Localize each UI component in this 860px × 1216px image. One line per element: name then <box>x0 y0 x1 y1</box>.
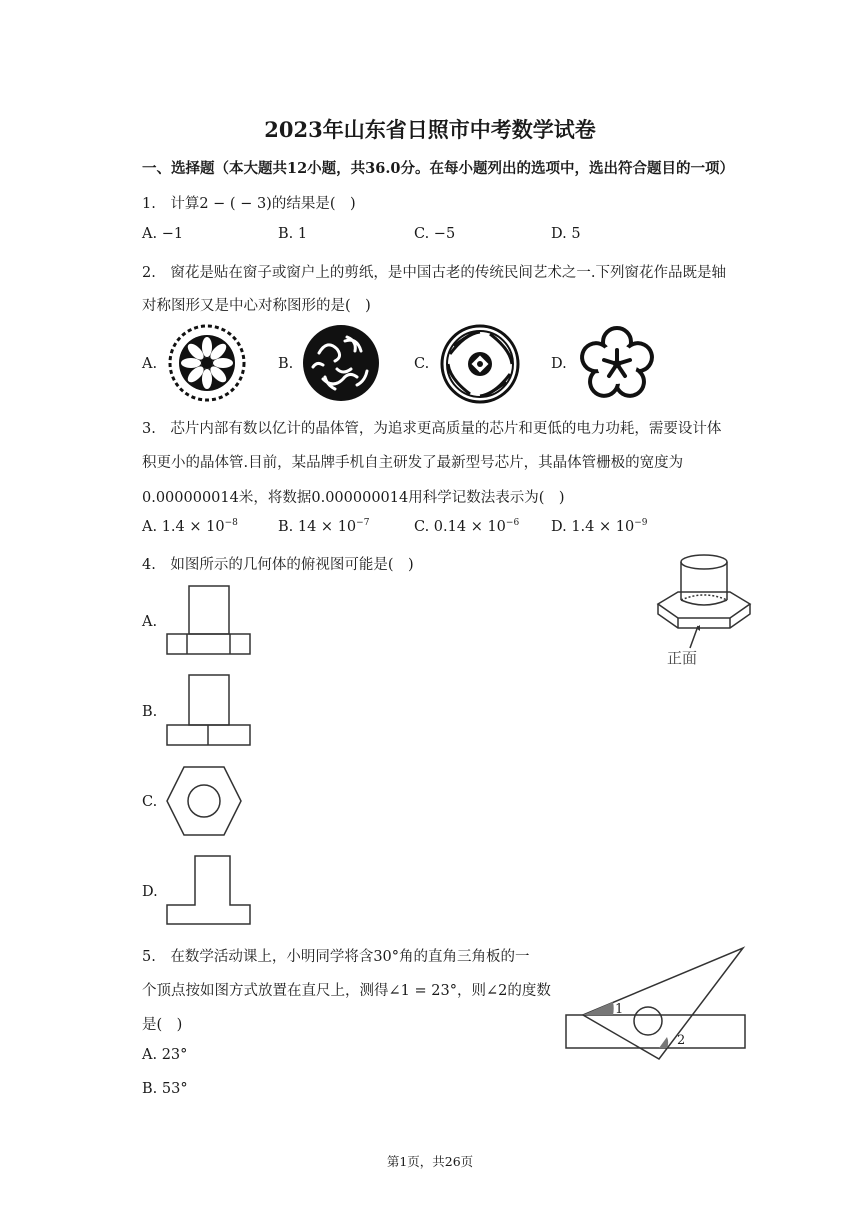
q3-option-d: D. $1.4 \times 10^{-9}$ <box>551 518 648 535</box>
window-flower-c-image <box>440 324 520 404</box>
q3-option-c: C. $0.14 \times 10^{-6}$ <box>414 518 520 535</box>
q3-stem-line2: 积更小的晶体管.目前，某品牌手机自主研发了最新型号芯片，其晶体管栅极的宽度为 <box>142 455 684 471</box>
q4-label-c: C. <box>142 794 158 810</box>
q2-stem-line1: 2. 窗花是贴在窗子或窗户上的剪纸，是中国古老的传统民间艺术之一.下列窗花作品既是轴 <box>142 265 726 281</box>
q1-option-d: D. 5 <box>551 226 581 242</box>
q5-stem-line2: 个顶点按如图方式放置在直尺上，测得∠1 = 23°，则∠2的度数 <box>142 983 551 999</box>
window-flower-b-image <box>302 324 380 402</box>
q4-label-a: A. <box>142 614 158 630</box>
q2-label-b: B. <box>278 356 294 372</box>
q1-option-c: C. −5 <box>414 226 456 242</box>
q4-option-a-figure <box>166 585 252 657</box>
q1-option-b: B. 1 <box>278 226 308 242</box>
q5-stem-line1: 5. 在数学活动课上，小明同学将含30°角的直角三角板的一 <box>142 949 530 965</box>
q1-stem: 1. 计算2 − ( − 3)的结果是( ) <box>142 196 356 212</box>
q2-label-d: D. <box>551 356 567 372</box>
window-flower-d-image <box>577 324 657 404</box>
page-footer: 第1页，共26页 <box>386 1154 474 1169</box>
section-heading: 一、选择题（本大题共12小题，共36.0分。在每小题列出的选项中，选出符合题目的一项） <box>142 160 734 177</box>
q3-option-a: A. $1.4 \times 10^{-8}$ <box>142 518 238 535</box>
q5-stem-line3: 是( ) <box>142 1017 183 1033</box>
q3-stem-line1: 3. 芯片内部有数以亿计的晶体管，为追求更高质量的芯片和更低的电力功耗，需要设计体 <box>142 421 722 437</box>
q4-front-label: 正面 <box>667 649 698 667</box>
q4-option-c-figure <box>165 765 243 837</box>
q5-ruler-triangle-figure <box>563 945 748 1060</box>
window-flower-a-image <box>168 324 246 402</box>
q2-label-a: A. <box>142 356 158 372</box>
q4-label-d: D. <box>142 884 158 900</box>
q2-stem-line2: 对称图形又是中心对称图形的是( ) <box>142 298 371 314</box>
angle-1-label: 1 <box>615 1002 624 1017</box>
q3-stem-line3: 0.000000014米，将数据0.000000014用科学记数法表示为( ) <box>142 490 565 506</box>
q4-solid-figure <box>650 548 755 668</box>
q1-option-a: A. −1 <box>142 226 184 242</box>
q5-option-a: A. 23° <box>142 1047 188 1063</box>
q4-stem: 4. 如图所示的几何体的俯视图可能是( ) <box>142 557 414 573</box>
q4-option-d-figure <box>166 855 252 927</box>
angle-2-label: 2 <box>677 1033 686 1048</box>
q2-label-c: C. <box>414 356 430 372</box>
q4-label-b: B. <box>142 704 158 720</box>
q5-option-b: B. 53° <box>142 1081 188 1097</box>
page-title: 2023年山东省日照市中考数学试卷 <box>264 117 596 142</box>
q3-option-b: B. $14 \times 10^{-7}$ <box>278 518 370 535</box>
q4-option-b-figure <box>166 674 252 748</box>
